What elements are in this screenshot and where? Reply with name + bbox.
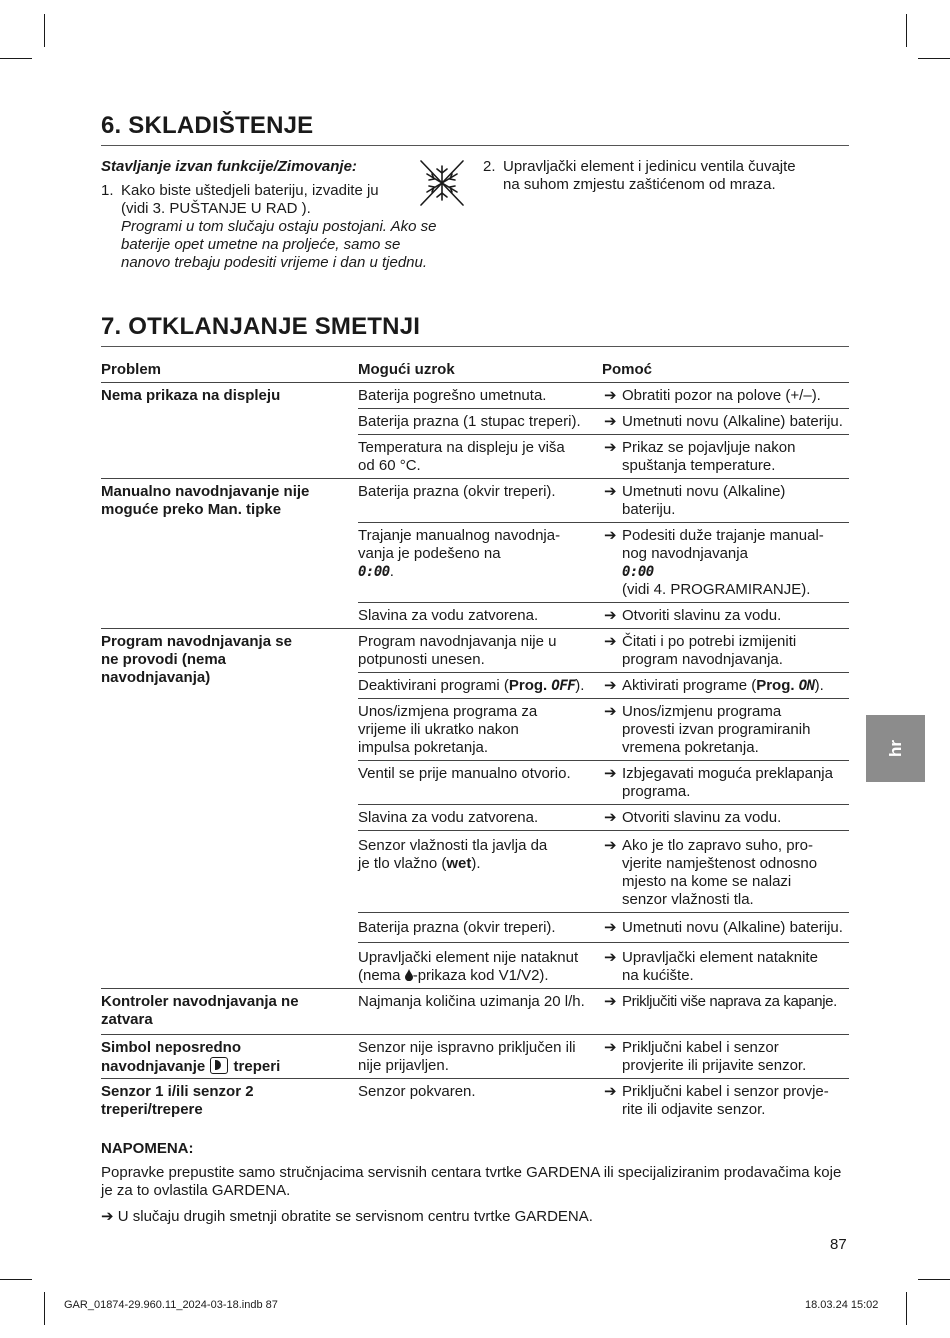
cause-cell [358, 527, 602, 599]
help-cell: Izbjegavati moguća preklapanja programa. [622, 765, 833, 800]
cause-cell [358, 837, 563, 909]
help-cell: Priključiti više naprava za kapanje. [622, 993, 837, 1010]
table-row [358, 1035, 849, 1078]
table-row [358, 699, 849, 761]
arrow-icon: ➔ [604, 1083, 617, 1100]
table-row [358, 409, 849, 435]
arrow-icon: ➔ [604, 765, 617, 782]
cause-cell: Baterija pogrešno umetnuta. [358, 387, 547, 404]
arrow-icon: ➔ [604, 387, 617, 404]
list-number: 1. [101, 182, 114, 199]
table-row [358, 913, 849, 943]
troubleshooting-table [101, 356, 849, 1122]
lcd-value: OFF [551, 678, 576, 694]
help-cell: Unos/izmjenu programa provesti izvan programiranih vremena pokretanja. [622, 703, 811, 756]
help-cell: Umetnuti novu (Alkaline) bateriju. [622, 483, 786, 518]
crop-mark [918, 58, 950, 59]
table-row [358, 989, 849, 1034]
table-header [101, 356, 849, 383]
cause-cell: Slavina za vodu zatvorena. [358, 809, 539, 826]
table-row [358, 1079, 849, 1122]
item-text: Kako biste uštedjeli bateriju, izvadite ju (vidi 3. PUŠTANJE U RAD ). [121, 182, 379, 217]
section-title-troubleshooting: 7. OTKLANJANJE SMETNJI [101, 313, 421, 340]
wet-label: wet [446, 855, 472, 872]
cause-cell: Baterija prazna (1 stupac treperi). [358, 413, 581, 430]
crop-mark [44, 1292, 45, 1325]
cause-cell: Baterija prazna (okvir treperi). [358, 483, 556, 500]
cause-cell: Senzor pokvaren. [358, 1083, 476, 1100]
table-group [101, 479, 849, 629]
list-item [483, 158, 813, 194]
table-row [358, 761, 849, 805]
section-rule [101, 145, 849, 146]
cause-cell: Slavina za vodu zatvorena. [358, 607, 539, 624]
table-row [358, 603, 849, 628]
table-row [358, 673, 849, 699]
language-tab-label: hr [885, 740, 905, 757]
crop-mark [906, 1292, 907, 1325]
arrow-icon: ➔ [604, 919, 617, 936]
header-help: Pomoć [602, 361, 653, 378]
cause-end: -prikaza kod V1/V2). [412, 967, 549, 984]
page-number: 87 [830, 1236, 847, 1253]
note-arrow-line [101, 1208, 841, 1226]
note-text: Popravke prepustite samo stručnjacima servisnih centara tvrtke GARDENA ili specijaliziranim prodavačima koje je za to ovlastila GARDENA. [101, 1164, 842, 1199]
cause-text: Senzor vlažnosti tla javlja da je tlo vlažno ( [358, 837, 548, 872]
cause-text: Deaktivirani programi ( [358, 677, 509, 694]
problem-cell: Manualno navodnjavanje nije moguće preko Man. tipke [101, 483, 310, 518]
footer-date: 18.03.24 15:02 [805, 1299, 879, 1311]
cause-end: . [389, 563, 394, 580]
item-italic-note: Programi u tom slučaju ostaju postojani. Ako se baterije opet umetne na proljeće, samo se nanovo trebaju podesiti vrijeme i dan u tjednu. [121, 218, 437, 271]
table-row [358, 479, 849, 523]
problem-cell: Senzor 1 i/ili senzor 2 treperi/trepere [101, 1083, 254, 1118]
arrow-icon: ➔ [604, 439, 617, 456]
crop-mark [906, 14, 907, 47]
problem-text: Simbol neposredno navodnjavanje [101, 1039, 242, 1075]
language-tab [866, 715, 925, 782]
help-cell: Ako je tlo zapravo suho, pro- vjerite namještenost odnosno mjesto na kome se nalazi senzor vlažnosti tla. [622, 837, 818, 908]
help-cell: Otvoriti slavinu za vodu. [622, 607, 782, 624]
header-problem: Problem [101, 361, 162, 378]
arrow-icon: ➔ [604, 413, 617, 430]
list-number: 2. [483, 158, 496, 175]
arrow-icon: ➔ [604, 677, 617, 694]
cause-cell: Senzor nije ispravno priključen ili nije prijavljen. [358, 1039, 576, 1074]
arrow-icon: ➔ [604, 483, 617, 500]
help-cell-end: (vidi 4. PROGRAMIRANJE). [622, 581, 811, 598]
table-row [358, 383, 849, 409]
crop-mark [0, 1279, 32, 1280]
note-title: NAPOMENA: [101, 1140, 194, 1157]
arrow-icon: ➔ [604, 633, 617, 650]
table-row [358, 523, 849, 603]
direct-irrigation-icon [210, 1057, 228, 1074]
arrow-icon: ➔ [604, 703, 617, 720]
cause-text: Upravljački element nije nataknut (nema [358, 949, 579, 984]
cause-cell: Program navodnjavanja nije u potpunosti unesen. [358, 633, 557, 668]
table-row [358, 943, 849, 988]
lcd-value: 0:00 [358, 564, 390, 580]
list-item [101, 182, 446, 272]
arrow-icon: ➔ [101, 1208, 114, 1225]
arrow-icon: ➔ [604, 607, 617, 624]
table-row [358, 435, 849, 478]
table-row [358, 805, 849, 831]
help-cell: Upravljački element nataknite na kućište. [622, 949, 818, 984]
item-text: Upravljački element i jedinicu ventila čuvajte na suhom zmjestu zaštićenom od mraza. [503, 158, 796, 193]
arrow-icon: ➔ [604, 527, 617, 544]
problem-cell: Nema prikaza na displeju [101, 387, 281, 404]
cause-cell: Temperatura na displeju je viša od 60 °C. [358, 439, 565, 474]
cause-cell: Unos/izmjena programa za vrijeme ili ukratko nakon impulsa pokretanja. [358, 703, 538, 756]
problem-cell: Kontroler navodnjavanja ne zatvara [101, 993, 299, 1028]
table-group [101, 629, 849, 989]
section-title-storage: 6. SKLADIŠTENJE [101, 112, 314, 139]
note-arrow-text: U slučaju drugih smetnji obratite se servisnom centru tvrtke GARDENA. [117, 1208, 593, 1225]
prog-label: Prog. [508, 677, 548, 694]
header-cause: Mogući uzrok [358, 361, 455, 378]
cause-cell: Najmanja količina uzimanja 20 l/h. [358, 993, 585, 1010]
help-cell: Priključni kabel i senzor provje- rite ili odjavite senzor. [622, 1083, 829, 1118]
cause-text: Trajanje manualnog navodnja- vanja je podešeno na [358, 527, 561, 562]
cause-cell: Ventil se prije manualno otvorio. [358, 765, 571, 782]
problem-cell: Program navodnjavanja se ne provodi (nema navodnjavanja) [101, 633, 292, 686]
table-row [358, 629, 849, 673]
help-cell: Prikaz se pojavljuje nakon spuštanja temperature. [622, 439, 796, 474]
prog-label: Prog. [756, 677, 795, 694]
problem-cell [101, 1039, 296, 1076]
table-group [101, 383, 849, 479]
arrow-icon: ➔ [604, 993, 617, 1010]
subheading-winter: Stavljanje izvan funkcije/Zimovanje: [101, 158, 357, 175]
help-cell: Otvoriti slavinu za vodu. [622, 809, 782, 826]
table-row [358, 831, 849, 913]
problem-text-end: treperi [233, 1058, 281, 1075]
footer-file: GAR_01874-29.960.11_2024-03-18.indb 87 [64, 1299, 278, 1311]
lcd-value: 0:00 [622, 564, 654, 580]
lcd-value: ON [798, 678, 815, 694]
help-cell: Aktivirati programe ( [622, 677, 757, 694]
arrow-icon: ➔ [604, 1039, 617, 1056]
cause-end: ). [471, 855, 481, 872]
help-cell: Obratiti pozor na polove (+/–). [622, 387, 821, 404]
water-drop-icon [405, 969, 413, 981]
cause-cell: Baterija prazna (okvir treperi). [358, 919, 556, 936]
crop-mark [0, 58, 32, 59]
arrow-icon: ➔ [604, 809, 617, 826]
help-cell: Umetnuti novu (Alkaline) bateriju. [622, 919, 843, 936]
help-cell: Čitati i po potrebi izmijeniti program navodnjavanja. [622, 633, 797, 668]
crop-mark [44, 14, 45, 47]
arrow-icon: ➔ [604, 949, 617, 966]
cause-end: ). [575, 677, 585, 694]
help-cell: Priključni kabel i senzor provjerite ili prijavite senzor. [622, 1039, 807, 1074]
arrow-icon: ➔ [604, 837, 617, 854]
crop-mark [918, 1279, 950, 1280]
section-rule [101, 346, 849, 347]
help-cell: Podesiti duže trajanje manual- nog navodnjavanja [622, 527, 824, 562]
table-group [101, 989, 849, 1035]
cause-cell [358, 949, 602, 985]
table-group [101, 1035, 849, 1079]
cause-cell [358, 677, 602, 695]
table-group [101, 1079, 849, 1122]
help-cell: Umetnuti novu (Alkaline) bateriju. [622, 413, 843, 430]
help-end: ). [814, 677, 824, 694]
